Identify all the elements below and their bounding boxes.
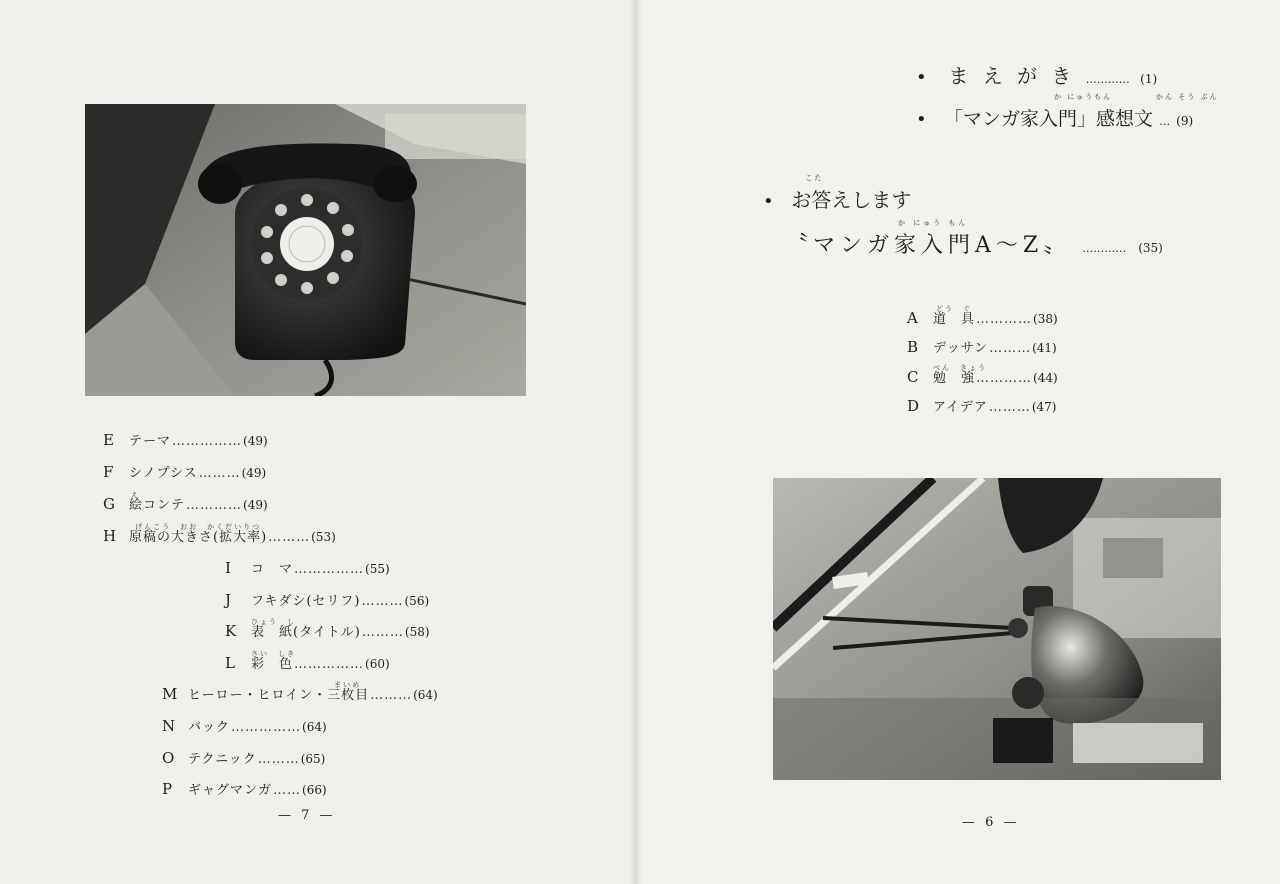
entry-letter: L [225,654,235,672]
dot-leader: ………… [1082,242,1127,255]
page-number: — 7 — [278,808,336,823]
dot-leader: ……… [370,688,413,703]
bullet: • [763,191,774,212]
entry-page: (47) [1031,400,1057,414]
entry-title: フキダシ(セリフ) [251,594,361,609]
answer-section-title[interactable] [786,219,1163,259]
entry-letter: F [103,463,114,481]
toc-entry-g[interactable] [103,491,268,514]
item-title: 「マンガ家入門」感想文 [944,108,1154,130]
toc-entry-a[interactable] [907,305,1058,328]
desk-lamp-photo [773,478,1221,780]
toc-entry-o[interactable] [162,750,325,768]
entry-page: (49) [243,434,268,448]
page-number: — 6 — [962,815,1020,830]
left-page [0,0,636,884]
bullet: • [916,109,927,130]
rotary-telephone-photo [85,104,526,396]
ruby-text: か にゅう もん [898,219,969,227]
bullet: • [916,67,931,88]
entry-page: (38) [1033,312,1058,326]
toc-entry-p[interactable] [162,781,327,799]
entry-letter: O [162,749,175,767]
ruby-text: まいめ [334,681,362,689]
dot-leader: ……… [361,594,404,609]
entry-letter: N [162,717,176,735]
toc-entry-i[interactable] [225,560,390,578]
entry-letter: K [225,622,237,640]
entry-page: (49) [243,498,268,512]
toc-entry-f[interactable] [103,464,266,482]
entry-title: 道 具 [933,312,976,327]
entry-letter: D [907,397,920,415]
section-page: (35) [1138,241,1163,255]
entry-letter: A [907,309,918,327]
entry-page: (60) [365,657,390,671]
entry-page: (55) [365,562,390,576]
toc-entry-e[interactable] [103,432,268,450]
dot-leader: …… [273,783,302,798]
dot-leader: … [1159,115,1171,128]
toc-entry-b[interactable] [907,339,1057,357]
toc-entry-m[interactable] [162,681,438,704]
dot-leader: …………… [294,562,365,577]
toc-entry-k[interactable] [225,618,430,641]
section-title-line2: 〝マンガ家入門A～Z〟 [786,233,1071,258]
entry-title: テクニック [188,752,257,767]
entry-title: ギャグマンガ [188,783,273,798]
ruby-text: べん きょう [933,364,987,372]
entry-title: 絵コンテ [129,498,186,513]
entry-letter: J [225,591,232,609]
toc-entry-j[interactable] [225,592,429,610]
entry-page: (53) [311,530,336,544]
ruby-text: かん そう ぶん [1156,93,1219,101]
section-title-line1: お答えします [791,188,912,212]
dot-leader: ……… [268,530,311,545]
answer-section-heading[interactable] [763,174,912,213]
entry-page: (65) [300,752,326,766]
entry-letter: G [103,495,115,513]
dot-leader: …………… [294,657,365,672]
entry-page: (49) [241,466,267,480]
dot-leader: ……… [989,341,1032,356]
entry-letter: E [103,431,114,449]
toc-item-foreword[interactable] [916,60,1157,89]
entry-letter: M [162,685,178,703]
ruby-text: どう ぐ [936,305,972,313]
dot-leader: ………… [186,498,243,513]
dot-leader: …………… [172,434,243,449]
entry-page: (64) [302,720,327,734]
item-title: ま え が き [948,64,1076,88]
dot-leader: ……… [361,625,404,640]
ruby-text: げんこう おお かくだいりつ [135,523,262,531]
entry-title: シノプシス [129,466,198,481]
dot-leader: ……… [988,400,1031,415]
entry-title: デッサン [933,341,989,356]
ruby-text: え [131,491,140,499]
entry-page: (41) [1032,341,1057,355]
entry-letter: C [907,368,919,386]
item-page: (9) [1176,114,1194,128]
toc-entry-d[interactable] [907,398,1056,416]
dot-leader: ……… [198,466,241,481]
ruby-text: ひょう し [251,618,296,626]
entry-page: (64) [413,688,438,702]
item-page: (1) [1140,72,1158,86]
entry-letter: I [225,559,231,577]
entry-letter: P [162,780,173,798]
ruby-text: こた [805,174,824,182]
entry-title: ヒーロー・ヒロイン・三枚目 [188,688,370,703]
dot-leader: ………… [976,312,1033,327]
entry-letter: B [907,338,919,356]
entry-page: (58) [404,625,430,639]
ruby-text: さい しき [251,650,296,658]
dot-leader: …………… [231,720,302,735]
entry-page: (44) [1033,371,1058,385]
toc-entry-c[interactable] [907,364,1058,387]
entry-title: アイデア [933,400,988,415]
ruby-text: か にゅうもん [1054,93,1113,101]
toc-entry-l[interactable] [225,650,390,673]
toc-entry-h[interactable] [103,523,336,546]
entry-title: 表 紙(タイトル) [251,625,361,640]
entry-letter: H [103,527,117,545]
dot-leader: ………… [976,371,1033,386]
entry-title: テーマ [129,434,172,449]
dot-leader: ………… [1085,73,1130,86]
entry-title: 彩 色 [251,657,294,672]
entry-title: コ マ [251,562,294,577]
toc-item-impressions[interactable] [916,93,1219,131]
entry-page: (66) [302,783,327,797]
toc-entry-n[interactable] [162,718,327,736]
entry-title: バック [188,720,231,735]
book-gutter [630,0,644,884]
entry-title: 原稿の大きさ(拡大率) [129,530,268,545]
entry-page: (56) [404,594,430,608]
entry-title: 勉 強 [933,371,976,386]
dot-leader: ……… [257,752,300,767]
